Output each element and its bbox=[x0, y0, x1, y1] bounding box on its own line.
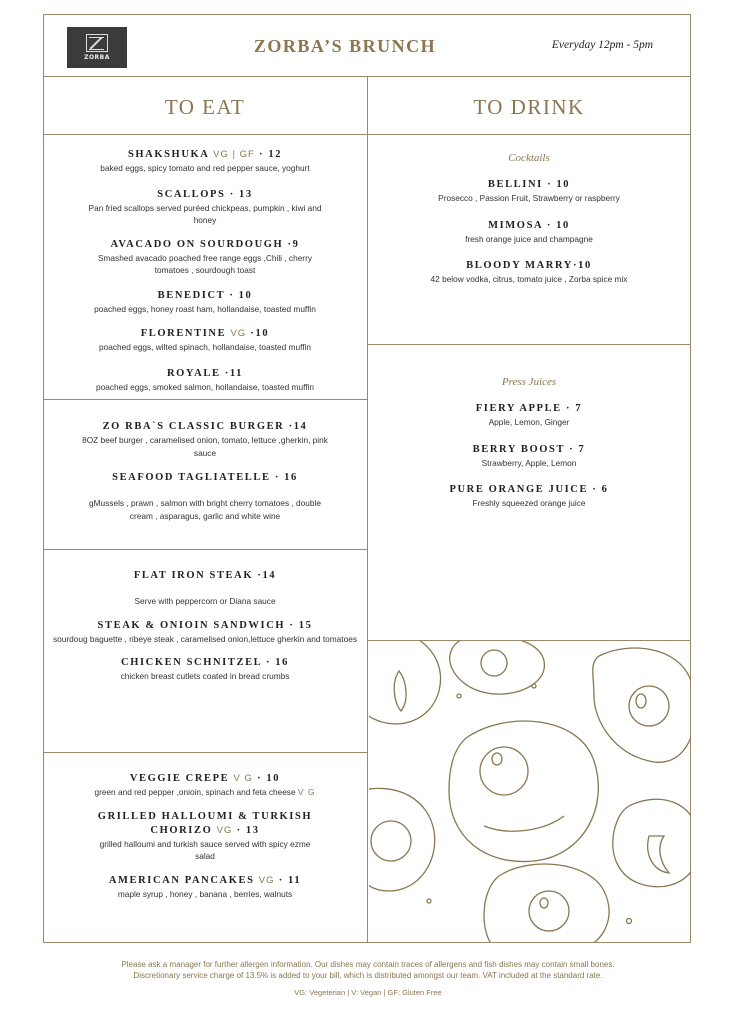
item-description: grilled halloumi and turkish sauce served with spicy ezme salad bbox=[99, 838, 311, 861]
menu-item-burger bbox=[80, 420, 330, 459]
divider bbox=[43, 399, 367, 400]
item-description: 42 below vodka, citrus, tomato juice , Zorba spice mix bbox=[430, 274, 628, 284]
egg-yolk-shape bbox=[371, 821, 411, 861]
item-name: BENEDICT bbox=[157, 289, 226, 301]
page-title: ZORBA’S BRUNCH bbox=[253, 36, 437, 56]
logo-text: ZORBA bbox=[84, 54, 110, 61]
egg-yolk-shape bbox=[629, 686, 669, 726]
item-description: green and red pepper ,onioin, spinach and feta cheese bbox=[94, 787, 296, 797]
item-price: · 7 bbox=[569, 443, 586, 455]
item-price: · 10 bbox=[257, 773, 281, 784]
item-description: poached eggs, smoked salmon, hollandaise, toasted muffin bbox=[95, 381, 314, 392]
juices-heading: Press Juices bbox=[501, 376, 557, 388]
item-name: AVACADO ON SOURDOUGH bbox=[110, 238, 284, 250]
item-price: ·14 bbox=[257, 570, 277, 581]
egg-white-shape bbox=[450, 641, 545, 694]
footer-line-service: Discretionary service charge of 13.5% is added to your bill, which is distributed amongst our team. VAT included at the standard rate. bbox=[133, 971, 603, 980]
egg-white-shape bbox=[449, 721, 598, 862]
item-name: MIMOSA bbox=[488, 219, 543, 231]
item-price: · 10 bbox=[547, 179, 571, 190]
item-name: SEAFOOD TAGLIATELLE bbox=[112, 472, 271, 483]
diet-tag: VG bbox=[216, 824, 233, 836]
item-price: · 13 bbox=[229, 188, 253, 200]
item-name: BERRY BOOST bbox=[472, 443, 565, 455]
menu-item-steak-sandwich bbox=[48, 619, 363, 646]
drink-item-bloody-marry bbox=[379, 259, 679, 286]
item-price: · 15 bbox=[289, 619, 313, 631]
item-price: · 13 bbox=[236, 824, 260, 836]
drink-item-mimosa bbox=[379, 219, 679, 246]
menu-item-florentine bbox=[55, 327, 355, 354]
egg-yolk-shape bbox=[480, 747, 528, 795]
zorba-logo bbox=[67, 27, 127, 68]
to-drink-title: TO DRINK bbox=[473, 95, 585, 119]
diet-tag: VG bbox=[230, 328, 247, 339]
item-price: · 12 bbox=[259, 149, 283, 160]
opening-hours: Everyday 12pm - 5pm bbox=[551, 39, 654, 51]
item-name: FLORENTINE bbox=[140, 328, 227, 339]
menu-item-chicken-schnitzel bbox=[55, 656, 355, 683]
item-description: Smashed avacado poached free range eggs ,Chili , cherry tomatoes , sourdough toast bbox=[97, 252, 312, 275]
speck-shape bbox=[532, 684, 536, 688]
divider bbox=[367, 344, 691, 345]
item-description: baked eggs, spicy tomato and red pepper sauce, yoghurt bbox=[100, 163, 310, 173]
highlight-shape bbox=[540, 898, 548, 908]
diet-tag: VG bbox=[258, 874, 275, 886]
menu-item-shakshuka bbox=[55, 148, 355, 175]
egg-white-shape bbox=[593, 648, 691, 762]
item-description: Freshly squeezed orange juice bbox=[472, 498, 586, 508]
item-price: · 10 bbox=[546, 219, 570, 231]
item-description: Pan fried scallops served puréed chickpeas, pumpkin , kiwi and honey bbox=[88, 202, 322, 225]
fried-eggs-illustration bbox=[369, 641, 691, 942]
item-name: AMERICAN PANCAKES bbox=[108, 874, 255, 886]
item-price: ·10 bbox=[250, 328, 270, 339]
diet-tag: V G bbox=[233, 773, 253, 784]
item-price: · 16 bbox=[265, 657, 289, 668]
item-name: GRILLED HALLOUMI & TURKISH CHORIZO bbox=[97, 810, 313, 836]
item-name: FIERY APPLE bbox=[475, 403, 562, 414]
egg-detail-stroke bbox=[484, 816, 564, 831]
menu-item-benedict bbox=[55, 289, 355, 316]
drink-item-orange-juice bbox=[379, 483, 679, 510]
cocktails-heading: Cocktails bbox=[508, 152, 550, 164]
menu-item-avacado bbox=[93, 238, 318, 277]
egg-yolk-shape bbox=[648, 836, 669, 873]
menu-item-veggie-crepe bbox=[55, 772, 355, 799]
item-description: maple syrup , honey , banana , berries, walnuts bbox=[117, 888, 293, 899]
item-name: FLAT IRON STEAK bbox=[133, 570, 254, 581]
divider bbox=[43, 549, 367, 550]
item-price: · 16 bbox=[274, 472, 298, 483]
highlight-shape bbox=[492, 753, 502, 765]
drink-item-bellini bbox=[379, 178, 679, 205]
speck-shape bbox=[457, 694, 461, 698]
mains-section bbox=[44, 420, 366, 548]
menu-item-flat-iron-steak bbox=[55, 569, 355, 608]
item-name: SHAKSHUKA bbox=[127, 149, 209, 160]
menu-item-scallops bbox=[80, 188, 330, 227]
item-description: sourdoug baguette , ribeye steak , caramelised onion,lettuce gherkin and tomatoes bbox=[53, 633, 357, 644]
diet-tag: VG | GF bbox=[213, 149, 255, 160]
item-name: CHICKEN SCHNITZEL bbox=[121, 657, 262, 668]
allergen-note bbox=[40, 959, 696, 981]
grill-section bbox=[44, 569, 366, 751]
item-description: Serve with peppercorn or Diana sauce bbox=[134, 596, 276, 606]
drink-item-fiery-apple bbox=[379, 402, 679, 429]
item-price: ·14 bbox=[288, 421, 308, 432]
menu-item-tagliatelle bbox=[80, 471, 330, 522]
item-description: Apple, Lemon, Ginger bbox=[488, 417, 570, 427]
item-price: · 10 bbox=[229, 289, 253, 301]
item-name: SCALLOPS bbox=[157, 188, 226, 200]
logo-mark-icon bbox=[86, 34, 108, 52]
item-description: 8OZ beef burger , caramelised onion, tomato, lettuce ,gherkin, pink sauce bbox=[82, 435, 328, 458]
cocktails-section bbox=[368, 152, 690, 342]
egg-yolk-shape bbox=[529, 891, 569, 931]
item-price: · 6 bbox=[592, 484, 609, 495]
item-description: Strawberry, Apple, Lemon bbox=[481, 457, 577, 468]
menu-item-pancakes bbox=[55, 874, 355, 901]
to-eat-title: TO EAT bbox=[164, 95, 246, 119]
item-name: PURE ORANGE JUICE bbox=[449, 484, 589, 495]
item-name: BELLINI bbox=[487, 179, 543, 190]
veg-section bbox=[44, 772, 366, 942]
item-name: STEAK & ONIOIN SANDWICH bbox=[97, 619, 286, 631]
item-description: fresh orange juice and champagne bbox=[465, 233, 593, 244]
item-description: Prosecco , Passion Fruit, Strawberry or raspberry bbox=[438, 193, 620, 203]
footer-line-allergens: Please ask a manager for further allergen information. Our dishes may contain traces of allergens and fish dishes may contain small bones. bbox=[121, 960, 615, 969]
egg-yolk-shape bbox=[394, 671, 406, 711]
egg-white-shape bbox=[369, 788, 435, 891]
item-price: · 7 bbox=[566, 403, 583, 414]
item-price: · 11 bbox=[278, 874, 302, 886]
divider bbox=[43, 752, 367, 753]
item-description: poached eggs, honey roast ham, hollandaise, toasted muffin bbox=[94, 303, 316, 314]
item-name: ZO RBA`S CLASSIC BURGER bbox=[102, 421, 285, 432]
item-description: gMussels , prawn , salmon with bright cherry tomatoes , double cream , asparagus, garlic and white wine bbox=[89, 498, 321, 521]
item-description: chicken breast cutlets coated in bread crumbs bbox=[120, 671, 290, 681]
highlight-shape bbox=[636, 694, 646, 708]
speck-shape bbox=[427, 899, 431, 903]
item-name: BLOODY MARRY bbox=[466, 260, 573, 271]
item-name: VEGGIE CREPE bbox=[129, 773, 230, 784]
menu-item-halloumi bbox=[98, 810, 313, 863]
egg-yolk-shape bbox=[481, 650, 507, 676]
egg-white-shape bbox=[613, 799, 691, 887]
item-price: ·11 bbox=[224, 367, 244, 379]
diet-tag: V G bbox=[297, 787, 316, 797]
diet-legend: VG: Vegeterian | V: Vegan | GF: Gluten Free bbox=[294, 988, 442, 997]
item-description: poached eggs, wilted spinach, hollandaise, toasted muffin bbox=[98, 342, 312, 352]
item-name: ROYALE bbox=[166, 367, 221, 379]
item-price: ·10 bbox=[573, 260, 592, 271]
item-price: ·9 bbox=[287, 238, 300, 250]
eggs-section bbox=[44, 148, 366, 398]
juices-section bbox=[368, 376, 690, 638]
drink-item-berry-boost bbox=[379, 443, 679, 470]
menu-item-royale bbox=[55, 367, 355, 394]
speck-shape bbox=[627, 919, 632, 924]
